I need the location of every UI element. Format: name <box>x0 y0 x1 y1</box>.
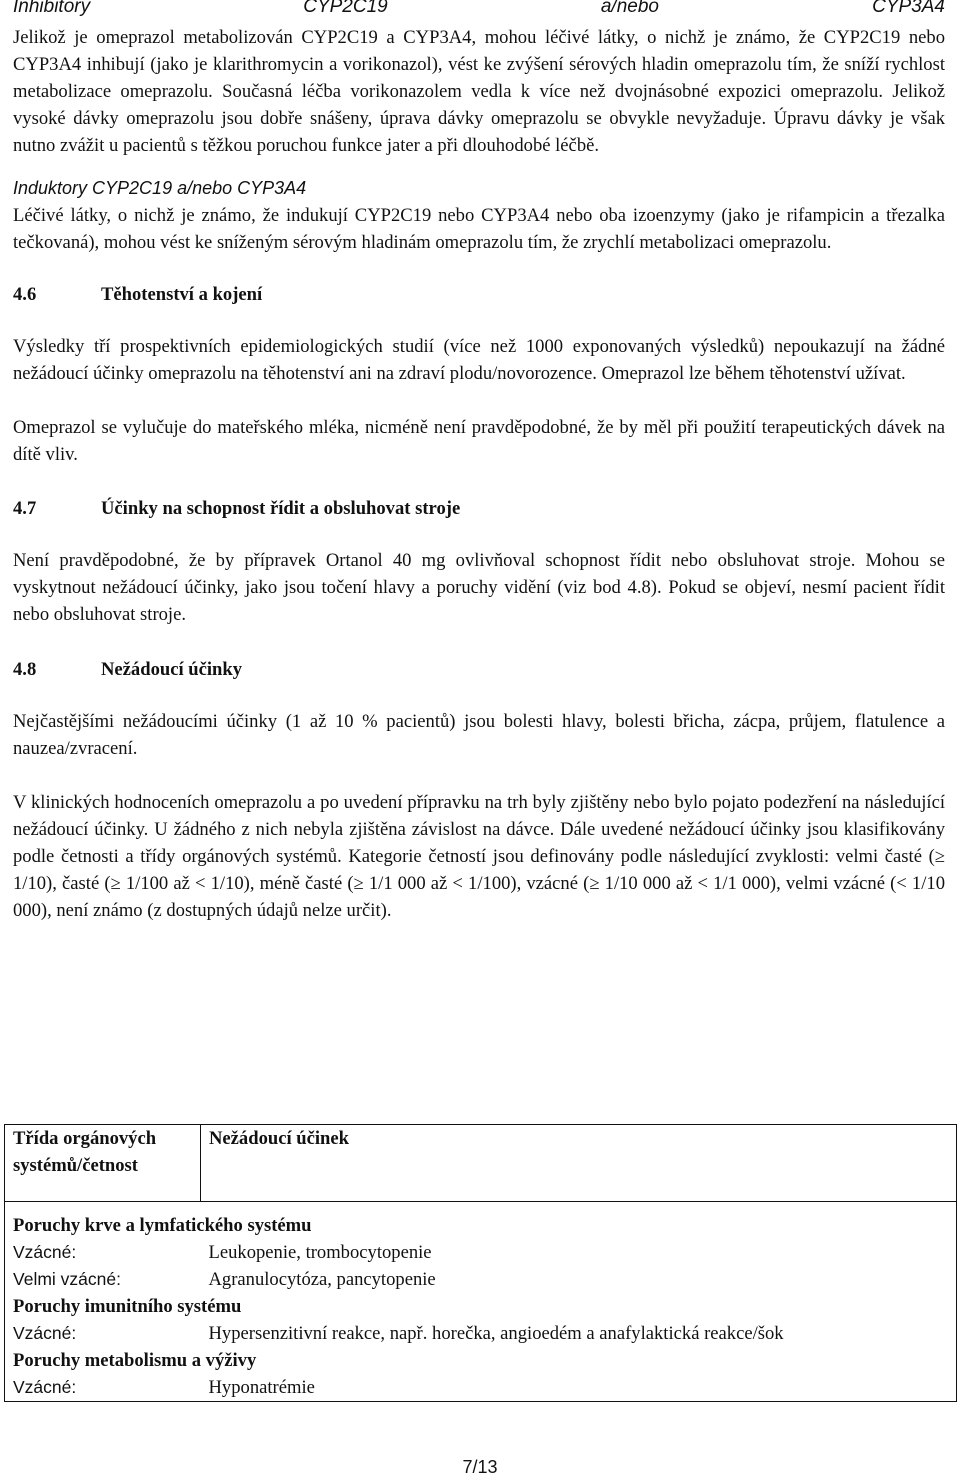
frequency-cell: Vzácné: <box>5 1374 201 1402</box>
section-title: Účinky na schopnost řídit a obsluhovat stroje <box>101 498 461 519</box>
frequency-definition-paragraph: V klinických hodnoceních omeprazolu a po uvedení přípravku na trh byly zjištěny nebo bylo pojato podezření na následující nežádoucí účinky. U žádného z nich nebyla zjištěna závislost na dávce. Dále uvedené nežádoucí účinky jsou klasifikovány podle četnosti a třídy orgánových systémů. Kategorie četností jsou definovány podle následující zvyklosti: velmi časté (≥ 1/10), časté (≥ 1/100 až < 1/10), méně časté (≥ 1/1 000 až < 1/100), vzácné (≥ 1/10 000 až < 1/1 000), velmi vzácné (< 1/10 000), není známo (z dostupných údajů nelze určit). <box>13 792 945 921</box>
section-number: 4.7 <box>13 498 37 519</box>
driving-paragraph: Není pravděpodobné, že by přípravek Ortanol 40 mg ovlivňoval schopnost řídit nebo obsluhovat stroje. Mohou se vyskytnout nežádoucí účinky, jako jsou točení hlavy a poruchy vidění (viz bod 4.8). Pokud se objeví, nesmí pacient řídit nebo obsluhovat stroje. <box>13 550 945 625</box>
section-4-6-heading <box>13 281 945 308</box>
group-name: Poruchy imunitního systému <box>5 1293 957 1320</box>
inductors-paragraph: Léčivé látky, o nichž je známo, že indukují CYP2C19 nebo CYP3A4 nebo oba izoenzymy (jako je rifampicin a třezalka tečkovaná), mohou vést ke sníženým sérovým hladinám omeprazolu tím, že zrychlí metabolizaci omeprazolu. <box>13 205 945 253</box>
section-4-8-heading <box>13 656 945 683</box>
document-page <box>13 0 945 924</box>
section-4-7-heading <box>13 495 945 522</box>
table-header-row <box>5 1125 957 1202</box>
effect-cell: Hypersenzitivní reakce, např. horečka, angioedém a anafylaktická reakce/šok <box>201 1320 957 1347</box>
table-group-row <box>5 1212 957 1239</box>
table-row <box>5 1320 957 1347</box>
adverse-effects-table <box>4 1124 957 1402</box>
common-effects-paragraph: Nejčastějšími nežádoucími účinky (1 až 10 % pacientů) jsou bolesti hlavy, bolesti břicha, zácpa, průjem, flatulence a nauzea/zvracení. <box>13 711 945 759</box>
group-name: Poruchy metabolismu a výživy <box>5 1347 957 1374</box>
table-group-row <box>5 1293 957 1320</box>
table-row <box>5 1239 957 1266</box>
frequency-cell: Velmi vzácné: <box>5 1266 201 1293</box>
inductors-subheading: Induktory CYP2C19 a/nebo CYP3A4 <box>13 178 307 198</box>
header-adverse-effect: Nežádoucí účinek <box>201 1125 957 1202</box>
header-part-3: a/nebo <box>600 0 659 17</box>
table-row <box>5 1374 957 1402</box>
header-organ-class: Třída orgánových systémů/četnost <box>5 1125 201 1202</box>
effect-cell: Hyponatrémie <box>201 1374 957 1402</box>
frequency-cell: Vzácné: <box>5 1320 201 1347</box>
effect-cell: Leukopenie, trombocytopenie <box>201 1239 957 1266</box>
frequency-cell: Vzácné: <box>5 1239 201 1266</box>
table-spacer <box>5 1202 957 1213</box>
section-title: Nežádoucí účinky <box>101 659 243 680</box>
pregnancy-paragraph: Výsledky tří prospektivních epidemiologických studií (více než 1000 exponovaných výsledků) nepoukazují na žádné nežádoucí účinky omeprazolu na těhotenství ani na zdraví plodu/novorozence. Omeprazol lze během těhotenství užívat. <box>13 336 945 384</box>
header-part-2: CYP2C19 <box>303 0 388 17</box>
page-number: 7/13 <box>462 1457 498 1477</box>
running-header <box>13 0 945 17</box>
breastfeeding-paragraph: Omeprazol se vylučuje do mateřského mléka, nicméně není pravděpodobné, že by měl při použití terapeutických dávek na dítě vliv. <box>13 417 945 465</box>
table-row <box>5 1266 957 1293</box>
section-number: 4.6 <box>13 284 37 305</box>
header-part-4: CYP3A4 <box>872 0 945 17</box>
section-title: Těhotenství a kojení <box>101 284 263 305</box>
table-group-row <box>5 1347 957 1374</box>
group-name: Poruchy krve a lymfatického systému <box>5 1212 957 1239</box>
inhibitors-paragraph: Jelikož je omeprazol metabolizován CYP2C19 a CYP3A4, mohou léčivé látky, o nichž je známo, že CYP2C19 nebo CYP3A4 inhibují (jako je klarithromycin a vorikonazol), vést ke zvýšení sérových hladin omeprazolu tím, že sníží rychlost metabolizace omeprazolu. Současná léčba vorikonazolem vedla k více než dvojnásobné expozici omeprazolu. Jelikož vysoké dávky omeprazolu jsou dobře snášeny, úprava dávky omeprazolu se obvykle nevyžaduje. Úpravu dávky je však nutno zvážit u pacientů s těžkou poruchou funkce jater a při dlouhodobé léčbě. <box>13 27 945 156</box>
section-number: 4.8 <box>13 659 37 680</box>
header-part-1: Inhibitory <box>13 0 91 17</box>
effect-cell: Agranulocytóza, pancytopenie <box>201 1266 957 1293</box>
